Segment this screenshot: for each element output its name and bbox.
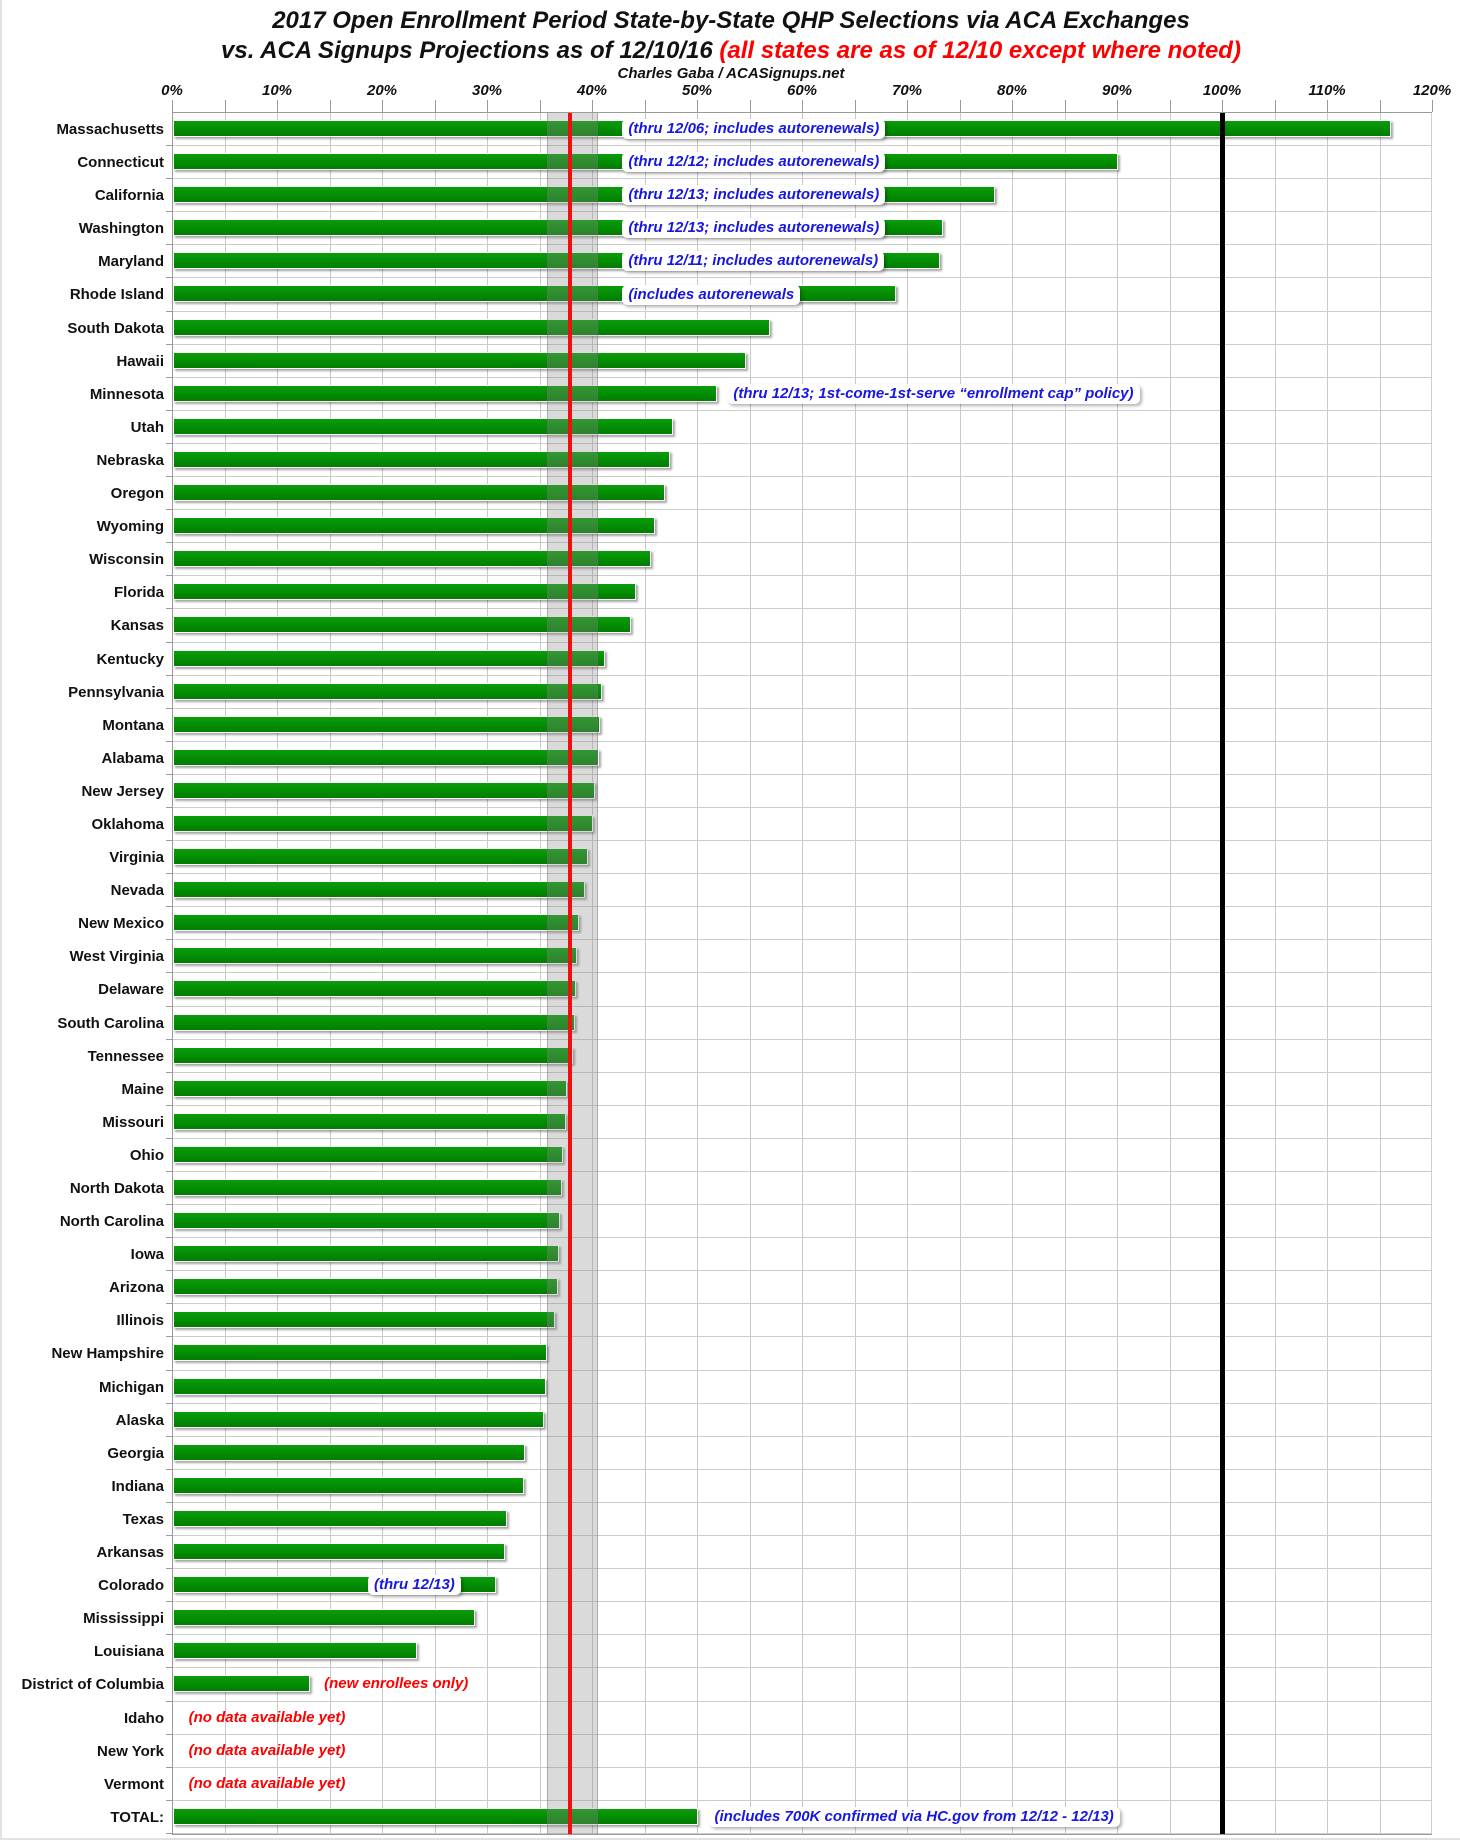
chart-row-new-hampshire <box>2 1337 1460 1370</box>
chart-row-vermont <box>2 1768 1460 1801</box>
bar-annotation: (thru 12/12; includes autorenewals) <box>622 152 885 172</box>
row-track <box>172 1470 1432 1503</box>
row-track <box>172 808 1432 841</box>
x-axis-tick-label: 60% <box>786 82 818 99</box>
chart-row-virginia <box>2 841 1460 874</box>
qhp-bar <box>173 716 600 733</box>
x-axis-tick-label: 40% <box>576 82 608 99</box>
row-track <box>172 1602 1432 1635</box>
row-track <box>172 1668 1432 1701</box>
row-track <box>172 940 1432 973</box>
chart-row-utah <box>2 411 1460 444</box>
national-average-red-line <box>568 113 572 1834</box>
bar-annotation: (thru 12/11; includes autorenewals) <box>622 251 884 271</box>
axis-tick-mark <box>802 100 803 112</box>
chart-row-new-york <box>2 1735 1460 1768</box>
row-track <box>172 179 1432 212</box>
axis-tick-mark <box>1432 100 1433 112</box>
row-track <box>172 841 1432 874</box>
row-label: New Mexico <box>78 915 164 933</box>
row-label: New York <box>97 1742 164 1760</box>
chart-byline: Charles Gaba / ACASignups.net <box>617 65 845 82</box>
row-label: Illinois <box>116 1312 164 1330</box>
row-track <box>172 576 1432 609</box>
row-track <box>172 543 1432 576</box>
axis-tick-mark <box>1117 100 1118 112</box>
qhp-bar <box>173 650 605 667</box>
axis-tick-mark <box>277 100 278 112</box>
qhp-bar <box>173 1642 417 1659</box>
row-label: Minnesota <box>89 385 164 403</box>
row-label: Indiana <box>111 1477 164 1495</box>
bar-annotation: (no data available yet) <box>188 1741 346 1759</box>
row-track <box>172 1635 1432 1668</box>
chart-row-louisiana <box>2 1635 1460 1668</box>
row-label: Montana <box>102 716 164 734</box>
row-label: Oregon <box>110 485 164 503</box>
chart-row-wyoming <box>2 510 1460 543</box>
row-track <box>172 1040 1432 1073</box>
hundred-percent-line <box>1220 113 1225 1834</box>
row-track <box>172 1503 1432 1536</box>
x-axis-tick-label: 10% <box>261 82 293 99</box>
axis-tick-mark <box>960 100 961 112</box>
axis-tick-mark <box>1380 100 1381 112</box>
chart-row-alaska <box>2 1404 1460 1437</box>
row-label: Mississippi <box>83 1610 164 1628</box>
chart-title-line1: 2017 Open Enrollment Period State-by-State QHP Selections via ACA Exchanges <box>272 7 1190 34</box>
bar-annotation: (includes 700K confirmed via HC.gov from 12/12 - 12/13) <box>709 1807 1120 1827</box>
chart-row-total- <box>2 1801 1460 1834</box>
row-label: Kentucky <box>96 650 164 668</box>
row-label: Florida <box>113 584 164 602</box>
row-track <box>172 378 1432 411</box>
row-track <box>172 874 1432 907</box>
axis-tick-mark <box>1275 100 1276 112</box>
x-axis-tick-label: 70% <box>891 82 923 99</box>
row-label: Tennessee <box>87 1047 164 1065</box>
row-track <box>172 312 1432 345</box>
row-track <box>172 1304 1432 1337</box>
axis-tick-mark <box>487 100 488 112</box>
qhp-bar <box>173 815 593 832</box>
qhp-bar <box>173 1212 560 1229</box>
qhp-bar <box>173 1444 525 1461</box>
chart-row-georgia <box>2 1437 1460 1470</box>
row-label: Kansas <box>110 617 164 635</box>
qhp-bar <box>173 1543 505 1560</box>
qhp-bar <box>173 1245 559 1262</box>
chart-row-ohio <box>2 1139 1460 1172</box>
row-track <box>172 1404 1432 1437</box>
chart-row-new-jersey <box>2 775 1460 808</box>
row-label: Texas <box>122 1510 164 1528</box>
axis-tick-mark <box>1012 100 1013 112</box>
row-label: Utah <box>130 418 164 436</box>
row-label: District of Columbia <box>21 1676 164 1694</box>
row-label: Virginia <box>109 849 164 867</box>
bar-annotation: (thru 12/13; includes autorenewals) <box>622 185 885 205</box>
row-label: Hawaii <box>116 352 164 370</box>
chart-row-idaho <box>2 1702 1460 1735</box>
qhp-bar <box>173 1609 475 1626</box>
chart-row-rhode-island <box>2 278 1460 311</box>
chart-row-michigan <box>2 1371 1460 1404</box>
row-track <box>172 278 1432 311</box>
chart-row-missouri <box>2 1106 1460 1139</box>
row-label: Iowa <box>130 1246 164 1264</box>
row-track <box>172 1801 1432 1834</box>
chart-row-maryland <box>2 245 1460 278</box>
row-label: Idaho <box>124 1709 164 1727</box>
row-label: Wyoming <box>96 518 164 536</box>
chart-row-nevada <box>2 874 1460 907</box>
qhp-bar <box>173 881 585 898</box>
chart-row-indiana <box>2 1470 1460 1503</box>
chart-row-texas <box>2 1503 1460 1536</box>
row-label: North Carolina <box>59 1213 164 1231</box>
qhp-bar <box>173 1808 698 1825</box>
qhp-bar <box>173 980 576 997</box>
row-label: Alaska <box>115 1411 164 1429</box>
row-track <box>172 1073 1432 1106</box>
row-track <box>172 709 1432 742</box>
qhp-bar <box>173 1278 558 1295</box>
row-label: Arkansas <box>96 1544 164 1562</box>
row-track <box>172 1205 1432 1238</box>
row-label: California <box>94 187 164 205</box>
row-track <box>172 676 1432 709</box>
row-track <box>172 411 1432 444</box>
bar-annotation: (thru 12/13; 1st-come-1st-serve “enrollment cap” policy) <box>727 384 1139 404</box>
chart-row-south-dakota <box>2 312 1460 345</box>
row-label: Rhode Island <box>69 286 164 304</box>
row-label: Missouri <box>102 1113 164 1131</box>
chart-row-south-carolina <box>2 1007 1460 1040</box>
row-label: Arizona <box>108 1279 164 1297</box>
row-label: Delaware <box>98 981 164 999</box>
row-track <box>172 1536 1432 1569</box>
axis-tick-mark <box>1327 100 1328 112</box>
axis-tick-mark <box>1222 100 1223 112</box>
qhp-bar <box>173 1047 573 1064</box>
qhp-bar <box>173 1014 575 1031</box>
row-label: Nebraska <box>96 451 164 469</box>
row-track <box>172 113 1432 146</box>
row-track <box>172 1238 1432 1271</box>
row-label: Washington <box>78 220 164 238</box>
qhp-bar <box>173 1411 544 1428</box>
row-label: Maine <box>121 1080 164 1098</box>
x-axis-tick-label: 0% <box>161 82 183 99</box>
axis-tick-mark <box>330 100 331 112</box>
chart-row-illinois <box>2 1304 1460 1337</box>
x-axis-tick-label: 90% <box>1101 82 1133 99</box>
row-track <box>172 245 1432 278</box>
row-track <box>172 907 1432 940</box>
row-label: Pennsylvania <box>68 683 164 701</box>
qhp-bar <box>173 1113 566 1130</box>
chart-row-tennessee <box>2 1040 1460 1073</box>
row-track <box>172 1371 1432 1404</box>
row-track <box>172 1172 1432 1205</box>
row-track <box>172 1437 1432 1470</box>
chart-row-nebraska <box>2 444 1460 477</box>
chart-row-new-mexico <box>2 907 1460 940</box>
row-track <box>172 775 1432 808</box>
qhp-bar <box>173 1311 555 1328</box>
row-label: Louisiana <box>93 1643 164 1661</box>
chart-row-connecticut <box>2 146 1460 179</box>
row-track <box>172 1735 1432 1768</box>
row-label: Ohio <box>129 1146 164 1164</box>
category-axis-tick <box>166 1833 173 1834</box>
x-axis-tick-label: 80% <box>996 82 1028 99</box>
chart-header <box>2 6 1460 82</box>
bar-annotation: (no data available yet) <box>188 1708 346 1726</box>
row-track <box>172 1106 1432 1139</box>
row-label: Oklahoma <box>91 815 164 833</box>
qhp-bar <box>173 947 577 964</box>
bar-annotation: (thru 12/13; includes autorenewals) <box>622 218 885 238</box>
qhp-bar <box>173 1675 310 1692</box>
row-track <box>172 212 1432 245</box>
chart-row-north-dakota <box>2 1172 1460 1205</box>
x-axis-tick-label: 50% <box>681 82 713 99</box>
chart-row-mississippi <box>2 1602 1460 1635</box>
axis-tick-mark <box>592 100 593 112</box>
x-axis-labels <box>2 82 1460 100</box>
row-label: Nevada <box>110 882 164 900</box>
row-label: New Hampshire <box>51 1345 164 1363</box>
bar-annotation: (no data available yet) <box>188 1774 346 1792</box>
qhp-bar <box>173 1378 546 1395</box>
row-track <box>172 477 1432 510</box>
qhp-bar <box>173 385 717 402</box>
x-axis-tick-label: 20% <box>366 82 398 99</box>
axis-tick-mark <box>540 100 541 112</box>
qhp-bar <box>173 1510 507 1527</box>
chart-row-iowa <box>2 1238 1460 1271</box>
chart-row-delaware <box>2 973 1460 1006</box>
row-label: Michigan <box>98 1378 164 1396</box>
chart-row-maine <box>2 1073 1460 1106</box>
chart-row-minnesota <box>2 378 1460 411</box>
row-label: Vermont <box>103 1775 164 1793</box>
row-track <box>172 1768 1432 1801</box>
bar-annotation: (includes autorenewals <box>622 285 800 305</box>
x-axis-tick-label: 110% <box>1308 82 1346 99</box>
chart-title-line2-red-note: (all states are as of 12/10 except where noted) <box>719 37 1241 64</box>
axis-tick-mark <box>697 100 698 112</box>
chart-row-arizona <box>2 1271 1460 1304</box>
row-track <box>172 973 1432 1006</box>
axis-tick-mark <box>435 100 436 112</box>
chart-row-oklahoma <box>2 808 1460 841</box>
row-track <box>172 1337 1432 1370</box>
qhp-bar <box>173 1179 562 1196</box>
row-track <box>172 444 1432 477</box>
chart-row-wisconsin <box>2 543 1460 576</box>
x-axis-tick-label: 120% <box>1412 82 1452 99</box>
chart-row-hawaii <box>2 345 1460 378</box>
bar-annotation: (thru 12/06; includes autorenewals) <box>622 119 885 139</box>
axis-tick-mark <box>855 100 856 112</box>
row-track <box>172 1007 1432 1040</box>
row-track <box>172 1139 1432 1172</box>
row-label: New Jersey <box>81 782 164 800</box>
row-label: Wisconsin <box>89 551 164 569</box>
projection-target-band <box>547 113 598 1834</box>
qhp-bar <box>173 319 770 336</box>
axis-tick-mark <box>225 100 226 112</box>
qhp-bar <box>173 848 588 865</box>
row-label: West Virginia <box>69 948 164 966</box>
chart-row-washington <box>2 212 1460 245</box>
chart-row-massachusetts <box>2 113 1460 146</box>
chart-row-pennsylvania <box>2 676 1460 709</box>
x-axis-tick-label: 30% <box>471 82 503 99</box>
qhp-bar <box>173 1344 547 1361</box>
qhp-bar <box>173 1080 567 1097</box>
qhp-bar <box>173 683 602 700</box>
qhp-bar <box>173 749 599 766</box>
row-track <box>172 1702 1432 1735</box>
row-label: Connecticut <box>77 154 164 172</box>
qhp-bar <box>173 1477 524 1494</box>
x-axis-tick-strip <box>172 100 1432 113</box>
qhp-bar <box>173 782 595 799</box>
qhp-bar <box>173 352 746 369</box>
qhp-bar <box>173 1146 563 1163</box>
chart-title-line2-black: vs. ACA Signups Projections as of 12/10/16 <box>221 37 713 64</box>
row-label: Maryland <box>98 253 164 271</box>
axis-tick-mark <box>1065 100 1066 112</box>
axis-tick-mark <box>645 100 646 112</box>
chart-row-colorado <box>2 1569 1460 1602</box>
chart-row-district-of-columbia <box>2 1668 1460 1701</box>
row-label: South Dakota <box>67 319 164 337</box>
plot-area <box>2 113 1460 1834</box>
axis-tick-mark <box>382 100 383 112</box>
axis-tick-mark <box>750 100 751 112</box>
row-track <box>172 1271 1432 1304</box>
row-label: Georgia <box>107 1444 164 1462</box>
chart-row-florida <box>2 576 1460 609</box>
row-track <box>172 510 1432 543</box>
chart-row-california <box>2 179 1460 212</box>
bar-annotation: (thru 12/13) <box>368 1575 461 1595</box>
row-track <box>172 742 1432 775</box>
chart-row-alabama <box>2 742 1460 775</box>
row-track <box>172 609 1432 642</box>
axis-tick-mark <box>907 100 908 112</box>
x-axis-tick-label: 100% <box>1202 82 1242 99</box>
row-label: TOTAL: <box>110 1808 164 1826</box>
row-label: Alabama <box>101 749 164 767</box>
row-track <box>172 643 1432 676</box>
axis-tick-mark <box>1170 100 1171 112</box>
row-label: Massachusetts <box>56 121 164 138</box>
chart-row-arkansas <box>2 1536 1460 1569</box>
chart-row-kansas <box>2 609 1460 642</box>
row-label: North Dakota <box>69 1180 164 1197</box>
row-track <box>172 146 1432 179</box>
qhp-bar <box>173 914 579 931</box>
bar-annotation: (new enrollees only) <box>324 1675 469 1693</box>
chart-row-oregon <box>2 477 1460 510</box>
chart-title-line2 <box>2 36 1460 65</box>
row-track <box>172 1569 1432 1602</box>
chart-row-west-virginia <box>2 940 1460 973</box>
chart-row-montana <box>2 709 1460 742</box>
chart-row-north-carolina <box>2 1205 1460 1238</box>
row-track <box>172 345 1432 378</box>
row-label: Colorado <box>98 1577 164 1595</box>
chart-row-kentucky <box>2 643 1460 676</box>
bar-rows <box>2 113 1460 1834</box>
row-label: South Carolina <box>57 1014 164 1032</box>
axis-tick-mark <box>172 100 173 112</box>
